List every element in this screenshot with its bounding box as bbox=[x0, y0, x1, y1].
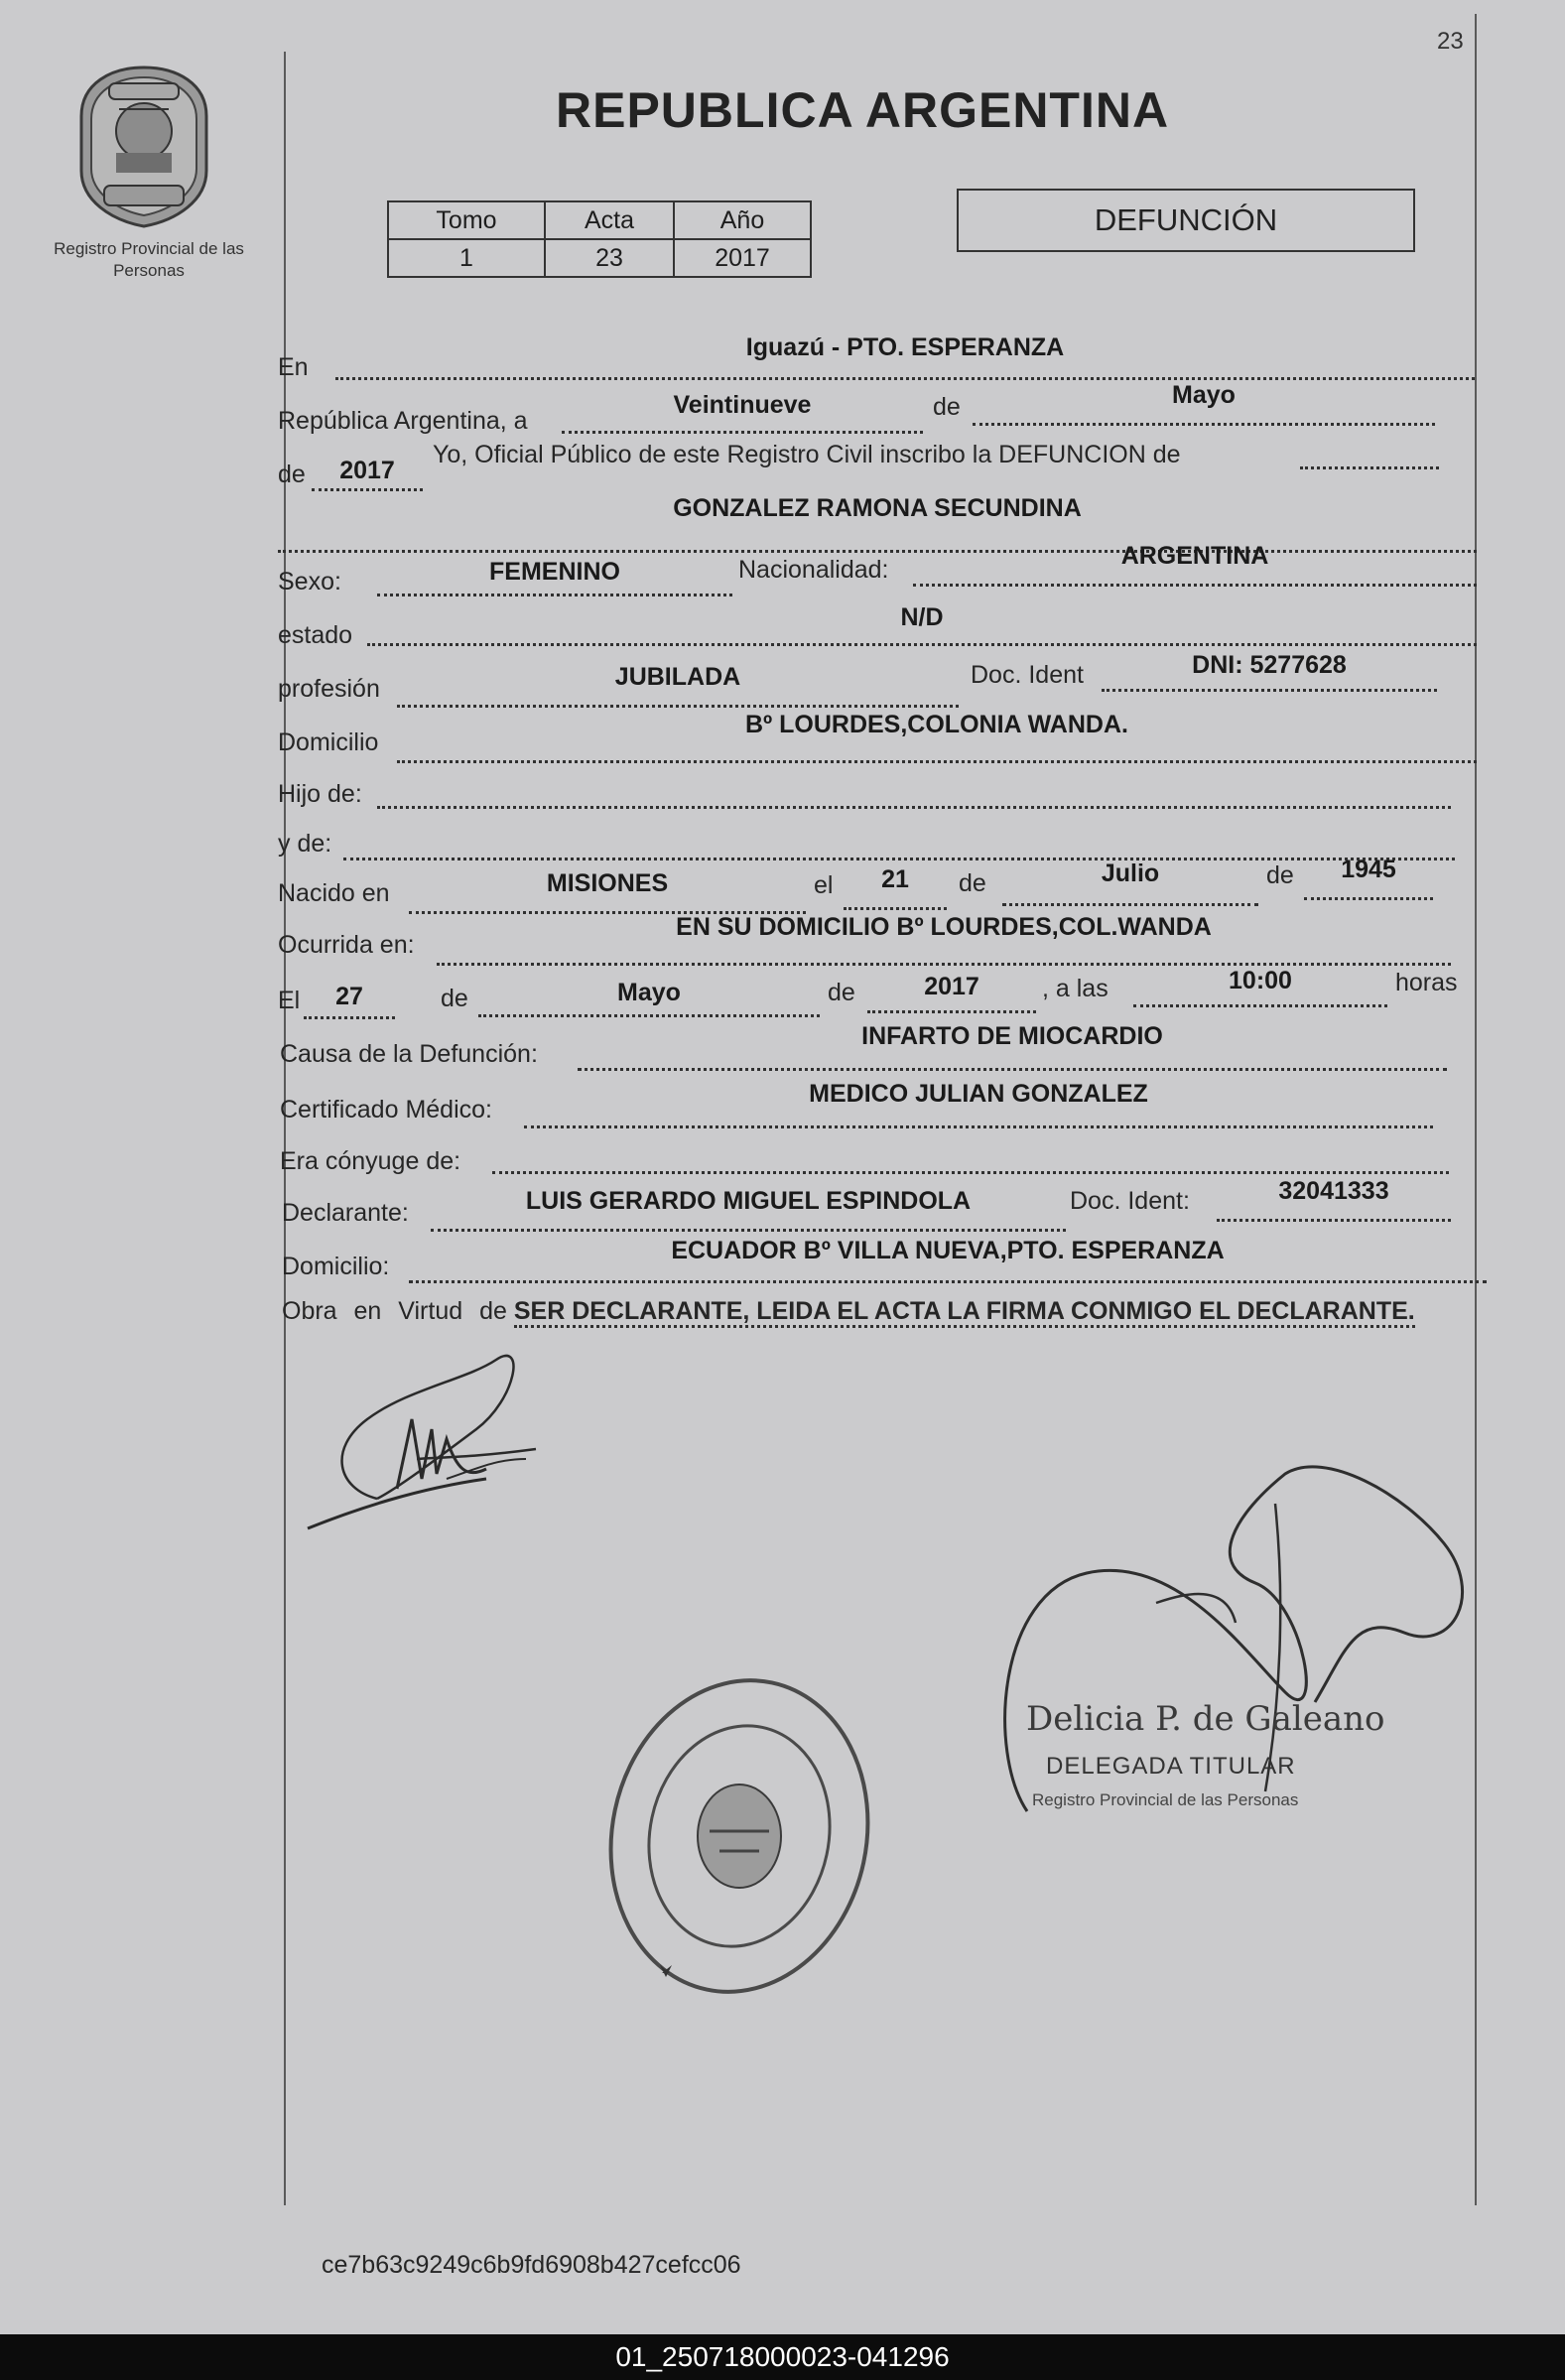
hijo-label: Hijo de: bbox=[278, 780, 362, 808]
header-acta: Acta bbox=[545, 201, 674, 239]
yde-label: y de: bbox=[278, 830, 332, 858]
domicilio-value: Bº LOURDES,COLONIA WANDA. bbox=[745, 711, 1128, 738]
def-mes: Mayo bbox=[617, 979, 681, 1006]
official-role: DELEGADA TITULAR bbox=[1046, 1753, 1296, 1780]
decl-doc-value: 32041333 bbox=[1278, 1177, 1389, 1205]
de6-label: de bbox=[828, 979, 855, 1006]
estado-label: estado bbox=[278, 621, 353, 649]
de3-label: de bbox=[959, 869, 986, 897]
obra-value: SER DECLARANTE, LEIDA EL ACTA LA FIRMA CONMIGO EL DECLARANTE. bbox=[514, 1297, 1415, 1328]
sexo-label: Sexo: bbox=[278, 568, 341, 595]
domicilio2-label: Domicilio: bbox=[282, 1253, 390, 1280]
def-anio: 2017 bbox=[924, 973, 979, 1000]
nacionalidad-label: Nacionalidad: bbox=[738, 556, 889, 584]
nombre-value: GONZALEZ RAMONA SECUNDINA bbox=[673, 494, 1082, 522]
nac-mes: Julio bbox=[1101, 859, 1160, 887]
yde-fill bbox=[343, 828, 1455, 860]
mes-value: Mayo bbox=[1172, 381, 1236, 409]
official-name: Delicia P. de Galeano bbox=[1026, 1699, 1385, 1739]
official-seal-stamp bbox=[600, 1667, 878, 2005]
value-tomo: 1 bbox=[388, 239, 545, 277]
def-hora: 10:00 bbox=[1229, 967, 1292, 994]
obra-label: Obra en Virtud de bbox=[282, 1297, 507, 1325]
certificado-label: Certificado Médico: bbox=[280, 1096, 492, 1124]
el2-label: El bbox=[278, 987, 301, 1014]
page-title: REPUBLICA ARGENTINA bbox=[556, 82, 1170, 138]
ocurrida-value: EN SU DOMICILIO Bº LOURDES,COL.WANDA bbox=[676, 913, 1212, 941]
hijo-fill bbox=[377, 776, 1451, 809]
el-label: el bbox=[814, 871, 834, 899]
nacionalidad-value: ARGENTINA bbox=[1120, 542, 1269, 570]
conyuge-fill bbox=[492, 1141, 1449, 1174]
de5-label: de bbox=[441, 985, 468, 1012]
nac-dia: 21 bbox=[881, 865, 909, 893]
en-label: En bbox=[278, 353, 309, 381]
doc-value: DNI: 5277628 bbox=[1192, 651, 1347, 679]
horas-label: horas bbox=[1395, 969, 1458, 996]
de4-label: de bbox=[1266, 861, 1294, 889]
en-value: Iguazú - PTO. ESPERANZA bbox=[745, 333, 1065, 361]
official-org: Registro Provincial de las Personas bbox=[1032, 1790, 1299, 1809]
inscribo-label: Yo, Oficial Público de este Registro Civil inscribo la DEFUNCION de bbox=[433, 441, 1181, 468]
estado-value: N/D bbox=[900, 603, 944, 631]
causa-label: Causa de la Defunción: bbox=[280, 1040, 538, 1068]
certificado-value: MEDICO JULIAN GONZALEZ bbox=[809, 1080, 1148, 1108]
de1-label: de bbox=[933, 393, 961, 421]
value-anio: 2017 bbox=[674, 239, 811, 277]
header-tomo: Tomo bbox=[388, 201, 545, 239]
inscribo-fill bbox=[1300, 437, 1439, 469]
decl-doc-label: Doc. Ident: bbox=[1070, 1187, 1190, 1215]
nacido-value: MISIONES bbox=[546, 869, 669, 897]
sexo-value: FEMENINO bbox=[489, 558, 620, 586]
dia-value: Veintinueve bbox=[673, 391, 812, 419]
nacido-label: Nacido en bbox=[278, 879, 390, 907]
republica-label: República Argentina, a bbox=[278, 407, 528, 435]
domicilio2-value: ECUADOR Bº VILLA NUEVA,PTO. ESPERANZA bbox=[671, 1237, 1225, 1264]
de2-label: de bbox=[278, 461, 306, 488]
register-table bbox=[387, 200, 812, 278]
record-type-box: DEFUNCIÓN bbox=[957, 189, 1415, 252]
profesion-label: profesión bbox=[278, 675, 380, 703]
domicilio-label: Domicilio bbox=[278, 728, 379, 756]
page-number: 23 bbox=[1437, 28, 1464, 55]
right-margin-line bbox=[1475, 14, 1477, 2205]
ocurrida-label: Ocurrida en: bbox=[278, 931, 415, 959]
doc-label: Doc. Ident bbox=[971, 661, 1084, 689]
conyuge-label: Era cónyuge de: bbox=[280, 1147, 461, 1175]
nac-anio: 1945 bbox=[1341, 856, 1396, 883]
footer-id-bar: 01_250718000023-041296 bbox=[0, 2334, 1565, 2380]
value-acta: 23 bbox=[545, 239, 674, 277]
profesion-value: JUBILADA bbox=[614, 663, 741, 691]
anio-value: 2017 bbox=[339, 457, 395, 484]
document-hash: ce7b63c9249c6b9fd6908b427cefcc06 bbox=[322, 2251, 741, 2279]
declarante-value: LUIS GERARDO MIGUEL ESPINDOLA bbox=[525, 1187, 972, 1215]
alas-label: , a las bbox=[1042, 975, 1109, 1002]
declarante-label: Declarante: bbox=[282, 1199, 409, 1227]
header-anio: Año bbox=[674, 201, 811, 239]
causa-value: INFARTO DE MIOCARDIO bbox=[861, 1022, 1163, 1050]
obra-paragraph bbox=[282, 1290, 1485, 1332]
def-dia: 27 bbox=[335, 983, 363, 1010]
logo-caption: Registro Provincial de las Personas bbox=[54, 239, 244, 280]
misiones-coat-of-arms-icon bbox=[69, 62, 218, 230]
declarant-signature bbox=[298, 1340, 556, 1538]
